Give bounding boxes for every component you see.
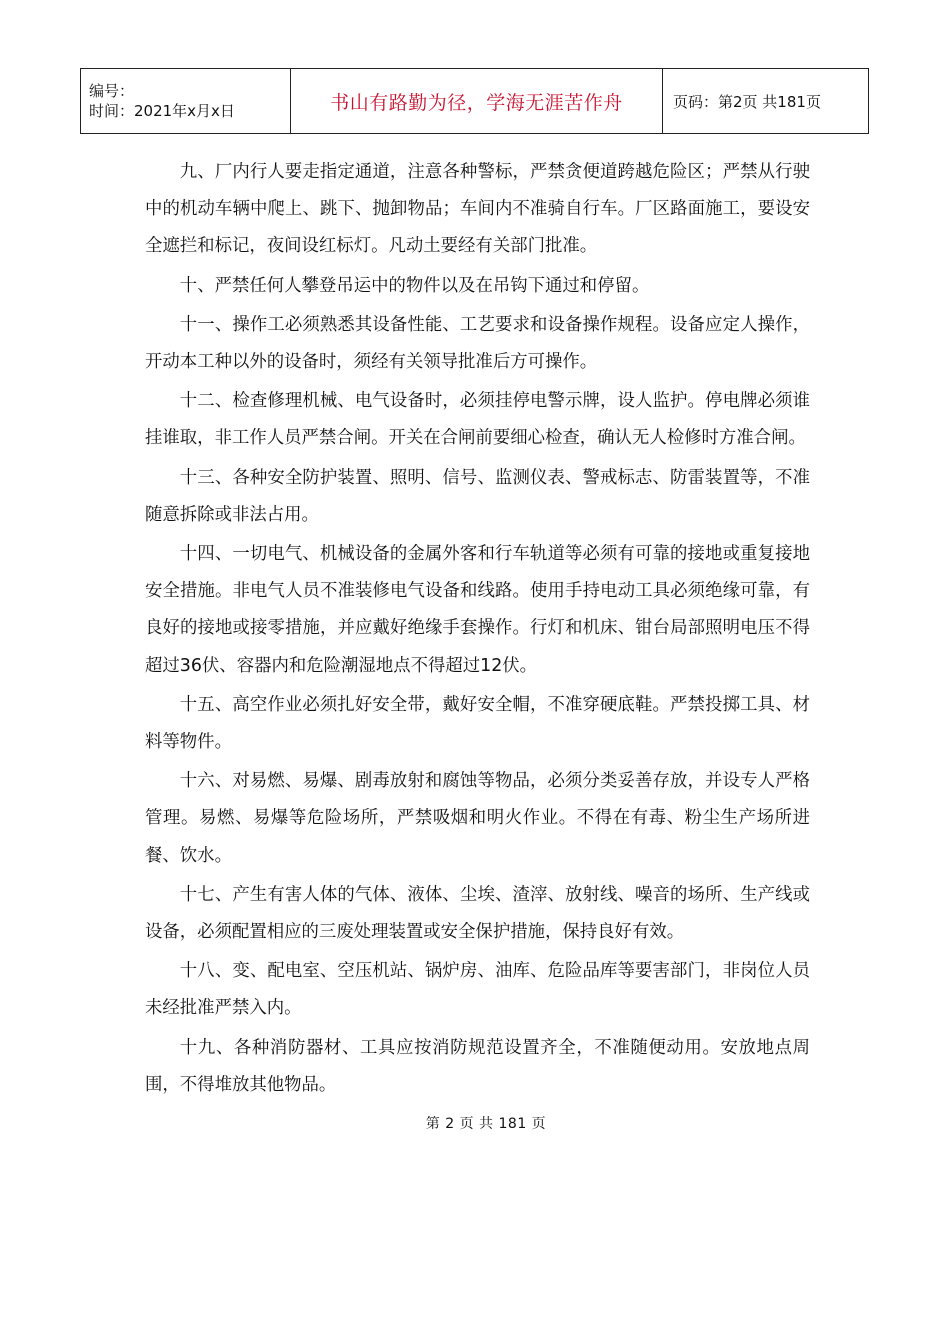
paragraph-17: 十七、产生有害人体的气体、液体、尘埃、渣滓、放射线、噪音的场所、生产线或设备，必须配置相应的三废处理装置或安全保护措施，保持良好有效。 — [145, 884, 810, 943]
serial-number-label: 编号： — [89, 82, 135, 100]
paragraph-12: 十二、检查修理机械、电气设备时，必须挂停电警示牌，设人监护。停电牌必须谁挂谁取，非工作人员严禁合闸。开关在合闸前要细心检查，确认无人检修时方准合闸。 — [145, 391, 810, 449]
page-number-label: 页码：第2页 共181页 — [663, 69, 869, 134]
paragraph-15: 十五、高空作业必须扎好安全带，戴好安全帽，不准穿硬底鞋。严禁投掷工具、材料等物件。 — [145, 694, 810, 753]
paragraph-9: 九、厂内行人要走指定通道，注意各种警标，严禁贪便道跨越危险区；严禁从行驶中的机动车辆中爬上、跳下、抛卸物品；车间内不准骑自行车。厂区路面施工，要设安全遮拦和标记，夜间设红标灯。凡动土要经有关部门批准。 — [145, 162, 810, 257]
date-label: 时间：2021年x月x日 — [89, 102, 235, 120]
header-table — [80, 68, 869, 134]
paragraph-11: 十一、操作工必须熟悉其设备性能、工艺要求和设备操作规程。设备应定人操作，开动本工种以外的设备时，须经有关领导批准后方可操作。 — [145, 314, 810, 373]
paragraph-18: 十八、变、配电室、空压机站、锅炉房、油库、危险品库等要害部门，非岗位人员未经批准严禁入内。 — [145, 961, 810, 1019]
header-info-cell — [81, 69, 291, 134]
motto-text: 书山有路勤为径，学海无涯苦作舟 — [291, 69, 663, 134]
paragraph-14: 十四、一切电气、机械设备的金属外客和行车轨道等必须有可靠的接地或重复接地安全措施。非电气人员不准装修电气设备和线路。使用手持电动工具必须绝缘可靠，有良好的接地或接零措施，并应戴好绝缘手套操作。行灯和机床、钳台局部照明电压不得超过36伏、容器内和危险潮湿地点不得超过12伏。 — [145, 544, 810, 676]
document-body — [145, 154, 810, 1106]
footer-page-number: 第 2 页 共 181 页 — [425, 1116, 547, 1132]
paragraph-16: 十六、对易燃、易爆、剧毒放射和腐蚀等物品，必须分类妥善存放，并设专人严格管理。易燃、易爆等危险场所，严禁吸烟和明火作业。不得在有毒、粉尘生产场所进餐、饮水。 — [145, 771, 810, 866]
paragraph-13: 十三、各种安全防护装置、照明、信号、监测仪表、警戒标志、防雷装置等，不准随意拆除或非法占用。 — [145, 467, 810, 525]
paragraph-10: 十、严禁任何人攀登吊运中的物件以及在吊钩下通过和停留。 — [179, 275, 650, 296]
paragraph-19: 十九、各种消防器材、工具应按消防规范设置齐全，不准随便动用。安放地点周围，不得堆放其他物品。 — [145, 1037, 810, 1095]
